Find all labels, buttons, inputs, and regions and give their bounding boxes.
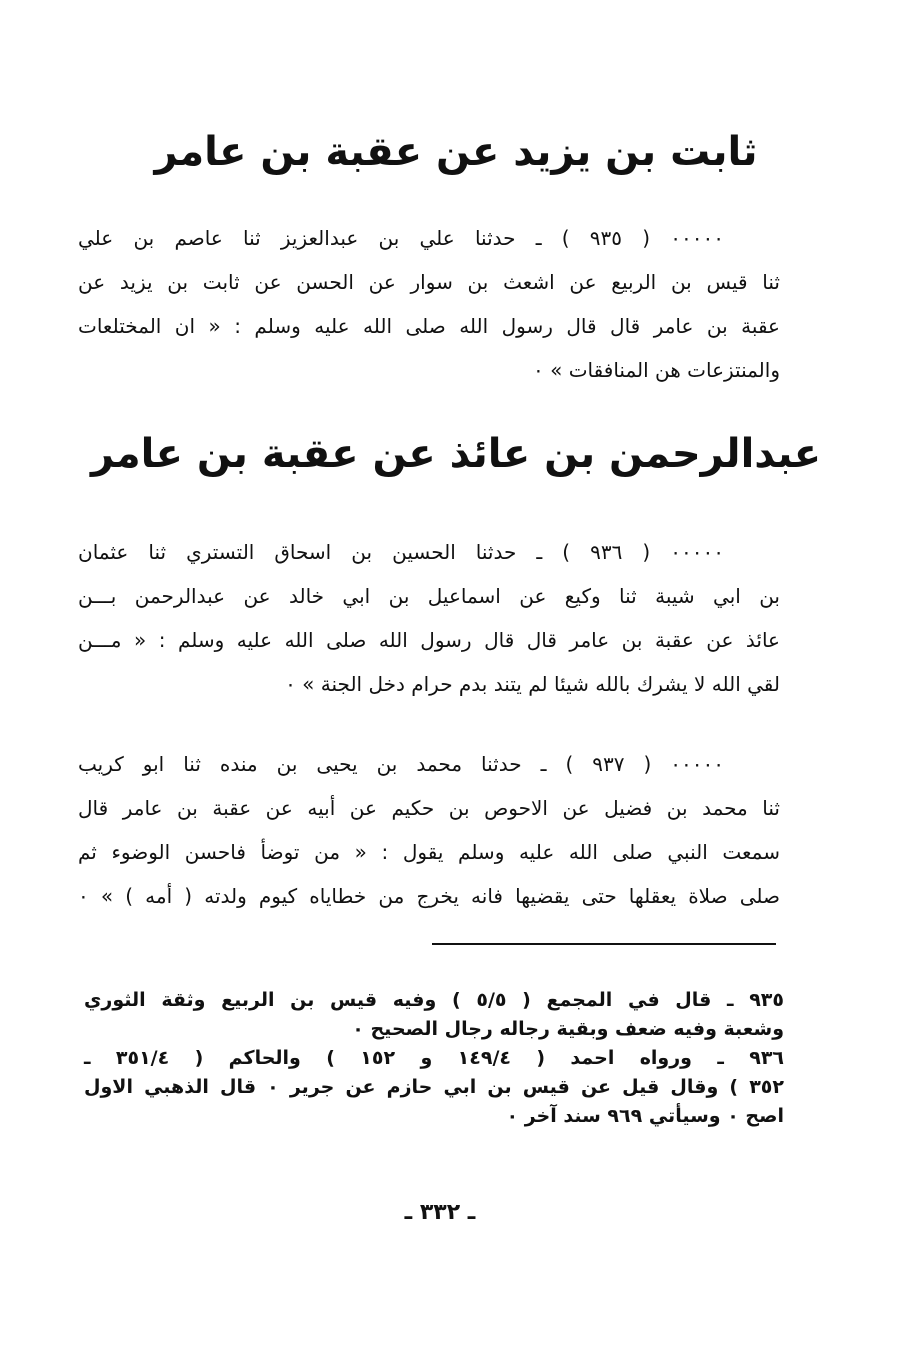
hadith-line: عقبة بن عامر قال قال رسول الله صلى الله عليه وسلم : « ان المختلعات bbox=[78, 314, 780, 338]
hadith-line: ٠٠٠٠٠ ( ٩٣٦ ) ـ حدثنا الحسين بن اسحاق التستري ثنا عثمان bbox=[78, 540, 724, 564]
footnote-line: ٣٥٢ ) وقال قيل عن قيس بن ابي حازم عن جرير ٠ قال الذهبي الاول bbox=[84, 1076, 784, 1098]
footnote-line: وشعبة وفيه ضعف وبقية رجاله رجال الصحيح ٠ bbox=[352, 1018, 784, 1040]
hadith-line: عائذ عن عقبة بن عامر قال قال رسول الله صلى الله عليه وسلم : « مـــن bbox=[78, 628, 780, 652]
footnote-line: اصح ٠ وسيأتي ٩٦٩ سند آخر ٠ bbox=[506, 1105, 784, 1127]
hadith-line: سمعت النبي صلى الله عليه وسلم يقول : « من توضأ فاحسن الوضوء ثم bbox=[78, 840, 780, 864]
section-title-abdulrahman-ibn-aidh: عبدالرحمن بن عائذ عن عقبة بن عامر bbox=[90, 431, 822, 477]
hadith-935 bbox=[78, 216, 780, 392]
hadith-line: والمنتزعات هن المنافقات » ٠ bbox=[533, 358, 780, 382]
hadith-937 bbox=[78, 742, 780, 918]
footnotes bbox=[84, 986, 784, 1131]
footnote-line: ٩٣٦ ـ ورواه احمد ( ١٤٩/٤ و ١٥٢ ) والحاكم ( ٣٥١/٤ ـ bbox=[84, 1047, 785, 1069]
hadith-line: لقي الله لا يشرك بالله شيئا لم يتند بدم حرام دخل الجنة » ٠ bbox=[285, 672, 780, 696]
hadith-line: صلى صلاة يعقلها حتى يقضيها فانه يخرج من خطاياه كيوم ولدته ( أمه ) » ٠ bbox=[78, 884, 780, 908]
hadith-line: ٠٠٠٠٠ ( ٩٣٧ ) ـ حدثنا محمد بن يحيى بن منده ثنا ابو كريب bbox=[78, 752, 724, 776]
hadith-936 bbox=[78, 530, 780, 706]
hadith-line: ثنا محمد بن فضيل عن الاحوص بن حكيم عن أبيه عن عقبة بن عامر قال bbox=[78, 796, 780, 820]
hadith-line: ثنا قيس بن الربيع عن اشعث بن سوار عن الحسن عن ثابت بن يزيد عن bbox=[78, 270, 780, 294]
footnote-divider bbox=[432, 943, 776, 945]
hadith-line: ٠٠٠٠٠ ( ٩٣٥ ) ـ حدثنا علي بن عبدالعزيز ثنا عاصم بن علي bbox=[78, 226, 724, 250]
section-title-thabit-ibn-yazid: ثابت بن يزيد عن عقبة بن عامر bbox=[154, 129, 758, 175]
page-number: ـ ٣٣٢ ـ bbox=[404, 1200, 476, 1225]
footnote-line: ٩٣٥ ـ قال في المجمع ( ٥/٥ ) وفيه قيس بن الربيع وثقة الثوري bbox=[84, 989, 784, 1011]
hadith-line: بن ابي شيبة ثنا وكيع عن اسماعيل بن ابي خالد عن عبدالرحمن بـــن bbox=[78, 584, 780, 608]
